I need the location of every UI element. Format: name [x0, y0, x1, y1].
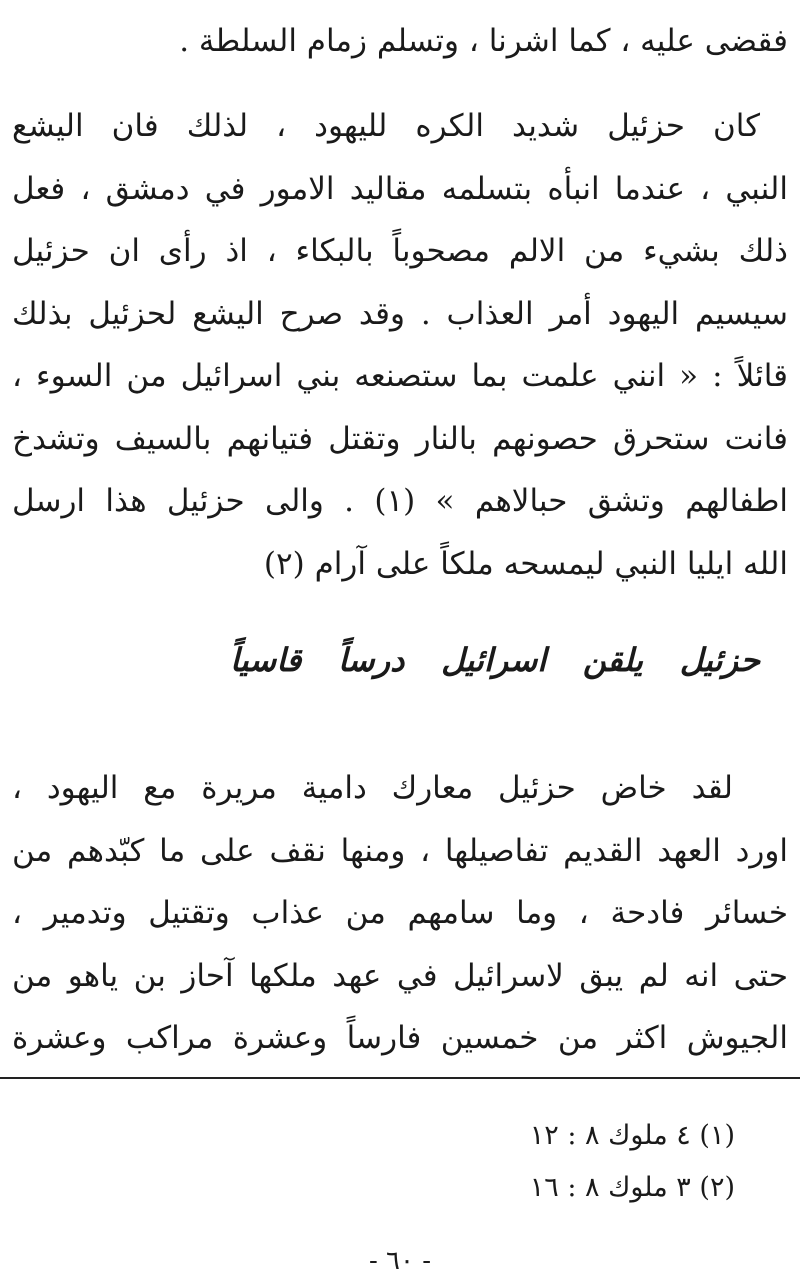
footnotes — [530, 1110, 735, 1214]
text-line: اورد العهد القديم تفاصيلها ، ومنها نقف على ما كبّدهم من — [12, 832, 788, 869]
paragraph-intro — [12, 10, 788, 73]
text-line: خسائر فادحة ، وما سامهم من عذاب وتقتيل وتدمير ، — [12, 895, 788, 931]
section-heading: حزئيل يلقن اسرائيل درساً قاسياً — [230, 641, 760, 679]
text-line: لقد خاض حزئيل معارك دامية مريرة مع اليهود ، — [12, 770, 733, 806]
text-line: كان حزئيل شديد الكره لليهود ، لذلك فان اليشع — [12, 108, 760, 144]
text-line: الجيوش اكثر من خمسين فارساً وعشرة مراكب وعشرة — [12, 1020, 788, 1056]
text-line: النبي ، عندما انبأه بتسلمه مقاليد الامور في دمشق ، فعل — [12, 170, 788, 207]
text-line: حتى انه لم يبق لاسرائيل في عهد ملكها آحاز بن ياهو من — [12, 957, 788, 994]
footnote-2: (٢) ٣ ملوك ٨ : ١٦ — [529, 1172, 735, 1203]
text-line: اطفالهم وتشق حبالاهم » (١) . والى حزئيل هذا ارسل — [12, 483, 788, 519]
paragraph-battles — [12, 757, 788, 1070]
text-line: قائلاً : « انني علمت بما ستصنعه بني اسرائيل من السوء ، — [12, 358, 788, 394]
text-line: فقضى عليه ، كما اشرنا ، وتسلم زمام السلطة . — [179, 23, 788, 59]
footnote-divider — [0, 1077, 800, 1079]
text-line: سيسيم اليهود أمر العذاب . وقد صرح اليشع لحزئيل بذلك — [12, 295, 788, 332]
text-line: الله ايليا النبي ليمسحه ملكاً على آرام (٢) — [263, 545, 788, 582]
page-number: - ٦٠ - — [368, 1246, 432, 1276]
paragraph-hazael-hatred — [12, 95, 788, 595]
footnote-1: (١) ٤ ملوك ٨ : ١٢ — [529, 1120, 735, 1151]
text-line: ذلك بشيء من الالم مصحوباً بالبكاء ، اذ رأى ان حزئيل — [12, 233, 788, 269]
text-line: فانت ستحرق حصونهم بالنار وتقتل فتيانهم بالسيف وتشدخ — [12, 420, 788, 457]
